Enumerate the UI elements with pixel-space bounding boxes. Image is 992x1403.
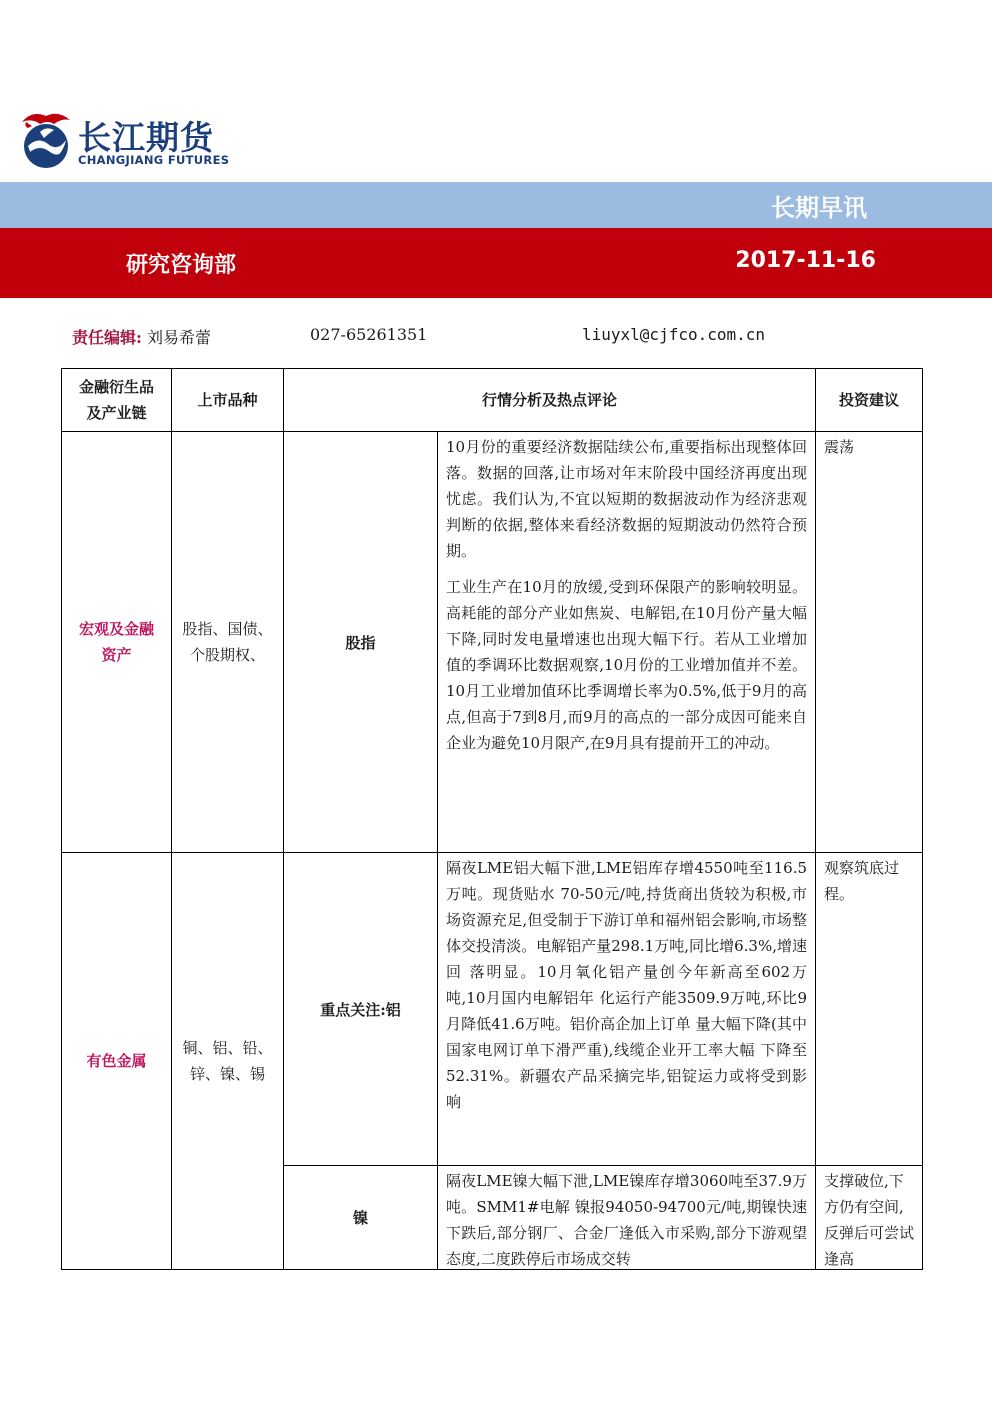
advice-cell [816,1166,923,1270]
analysis-paragraph: 工业生产在10月的放缓,受到环保限产的影响较明显。高耗能的部分产业如焦炭、电解铝,在10月份产量大幅下降,同时发电量增速也出现大幅下行。若从工业增加值的季调环比数据观察,10月份的工业增加值并不差。10月工业增加值环比季调增长率为0.5%,低于9月的高点,但高于7到8月,而9月的高点的一部分成因可能来自企业为避免10月限产,在9月具有提前开工的冲动。 [446,578,808,752]
banner-blue [0,182,992,228]
analysis-paragraph: 10月份的重要经济数据陆续公布,重要指标出现整体回落。数据的回落,让市场对年末阶段中国经济再度出现忧虑。我们认为,不宜以短期的数据波动作为经济悲观判断的依据,整体来看经济数据的短期波动仍然符合预期。 [446,438,808,560]
editor-label: 责任编辑: [72,328,142,347]
focus-cell: 重点关注:铝 [284,853,438,1166]
analysis-cell [438,853,816,1166]
category-cell [62,432,172,853]
company-logo [18,108,258,172]
table-header-row [62,369,923,432]
editor-name: 刘易希蕾 [147,328,212,347]
logo-text-cn: 长江期货 [78,118,214,157]
editor-email: liuyxl@cjfco.com.cn [582,325,766,344]
dragon-emblem-icon [18,108,74,172]
category-cell [62,853,172,1270]
header-category: 金融衍生品及产业链 [62,369,172,432]
analysis-cell [438,432,816,853]
advice-cell: 震荡 [816,432,923,853]
banner-title: 长期早讯 [771,194,867,222]
advice-cell: 观察筑底过程。 [816,853,923,1166]
focus-cell: 股指 [284,432,438,853]
editor-line [72,325,766,348]
header-analysis: 行情分析及热点评论 [284,369,816,432]
department-name: 研究咨询部 [126,253,237,278]
analysis-paragraph: 隔夜LME铝大幅下泄,LME铝库存增4550吨至116.5万吨。现货贴水 70-50元/吨,持货商出货较为积极,市场资源充足,但受制于下游订单和福州铝会影响,市场整体交投清淡。电解铝产量298.1万吨,同比增6.3%,增速回 落明显。10月氧化铝产量创今年新高至602万吨,10月国内电解铝年 化运行产能3509.9万吨,环比9月降低41.6万吨。铝价高企加上订单 量大幅下降(其中国家电网订单下滑严重),线缆企业开工率大幅 下降至52.31%。新疆农产品采摘完毕,铝锭运力或将受到影响 [446,859,808,1111]
category-label: 有色金属 [86,1052,147,1070]
banner-red [0,228,992,298]
products-cell: 股指、国债、个股期权、 [172,432,284,853]
header-advice: 投资建议 [816,369,923,432]
analysis-table [61,368,923,1270]
editor-phone: 027-65261351 [310,325,428,344]
header-products: 上市品种 [172,369,284,432]
report-date: 2017-11-16 [735,248,876,273]
advice-text: 支撑破位,下方仍有空间,反弹后可尝试逢高 [824,1172,915,1268]
logo-text-en: CHANGJIANG FUTURES [78,153,230,167]
table-row [62,853,923,1166]
category-label: 宏观及金融资产 [78,620,154,664]
analysis-paragraph: 隔夜LME镍大幅下泄,LME镍库存增3060吨至37.9万吨。SMM1#电解 镍报94050-94700元/吨,期镍快速下跌后,部分钢厂、合金厂逢低入市采购,部分下游观望态度,二度跌停后市场成交转 [446,1172,808,1268]
products-cell: 铜、铝、铅、锌、镍、锡 [172,853,284,1270]
table-row [62,432,923,853]
focus-cell: 镍 [284,1166,438,1270]
analysis-cell [438,1166,816,1270]
